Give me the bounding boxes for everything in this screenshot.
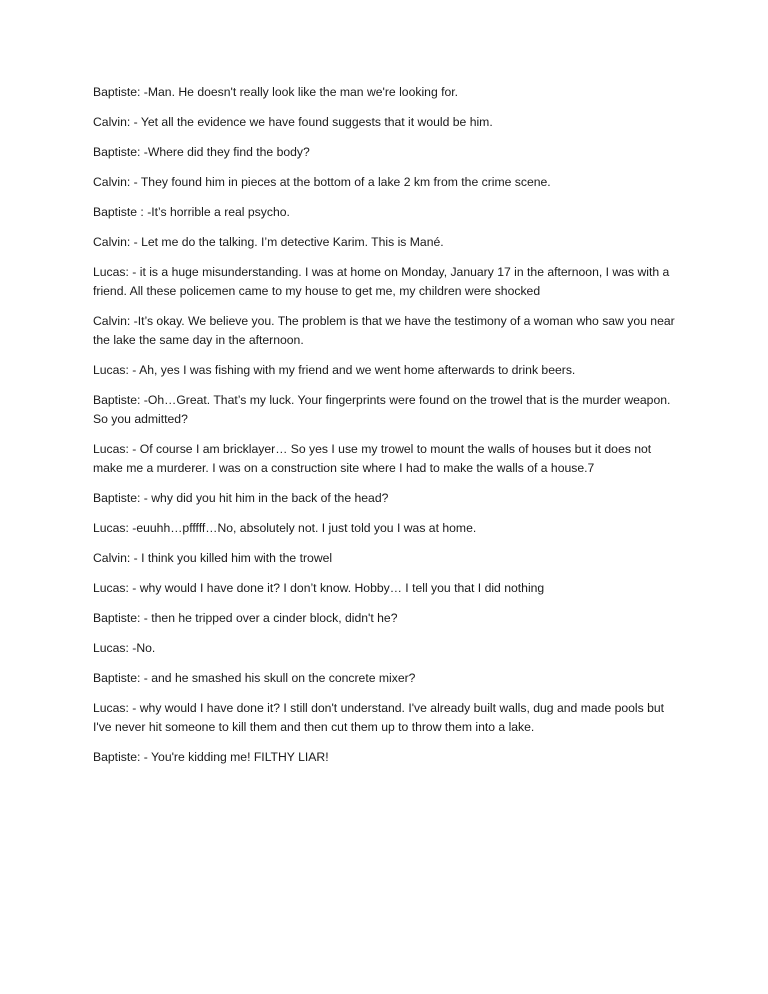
dialogue-line: Calvin: - Yet all the evidence we have found suggests that it would be him. [93,115,493,129]
dialogue-line: Lucas: - it is a huge misunderstanding. I was at home on Monday, January 17 in the afternoon, I was with a friend. All these policemen came to my house to get me, my children were shocked [93,265,670,298]
dialogue-line: Lucas: - Of course I am bricklayer… So yes I use my trowel to mount the walls of houses but it does not make me a murderer. I was on a construction site where I had to make the walls of a house.7 [93,442,652,475]
dialogue-line: Baptiste: - and he smashed his skull on the concrete mixer? [93,671,416,685]
dialogue-line: Lucas: - Ah, yes I was fishing with my friend and we went home afterwards to drink beers. [93,363,576,377]
dialogue-line: Baptiste: - You're kidding me! FILTHY LIAR! [93,750,329,764]
dialogue-line: Baptiste: -Oh…Great. That’s my luck. Your fingerprints were found on the trowel that is the murder weapon. So you admitted? [93,393,671,426]
document-page [93,83,678,778]
dialogue-line: Lucas: - why would I have done it? I still don't understand. I've already built walls, dug and made pools but I've never hit someone to kill them and then cut them up to throw them into a lake. [93,701,665,734]
dialogue-line: Baptiste : -It’s horrible a real psycho. [93,205,290,219]
dialogue-line: Calvin: - Let me do the talking. I’m detective Karim. This is Mané. [93,235,444,249]
dialogue-line: Calvin: -It’s okay. We believe you. The problem is that we have the testimony of a woman who saw you near the lake the same day in the afternoon. [93,314,675,347]
dialogue-line: Calvin: - They found him in pieces at the bottom of a lake 2 km from the crime scene. [93,175,551,189]
dialogue-line: Lucas: - why would I have done it? I don’t know. Hobby… I tell you that I did nothing [93,581,545,595]
dialogue-line: Baptiste: - then he tripped over a cinder block, didn't he? [93,611,398,625]
dialogue-line: Baptiste: -Where did they find the body? [93,145,310,159]
dialogue-line: Lucas: -No. [93,641,156,655]
dialogue-line: Baptiste: -Man. He doesn't really look like the man we're looking for. [93,85,459,99]
dialogue-line: Calvin: - I think you killed him with the trowel [93,551,333,565]
dialogue-line: Lucas: -euuhh…pfffff…No, absolutely not. I just told you I was at home. [93,521,477,535]
dialogue-line: Baptiste: - why did you hit him in the back of the head? [93,491,389,505]
